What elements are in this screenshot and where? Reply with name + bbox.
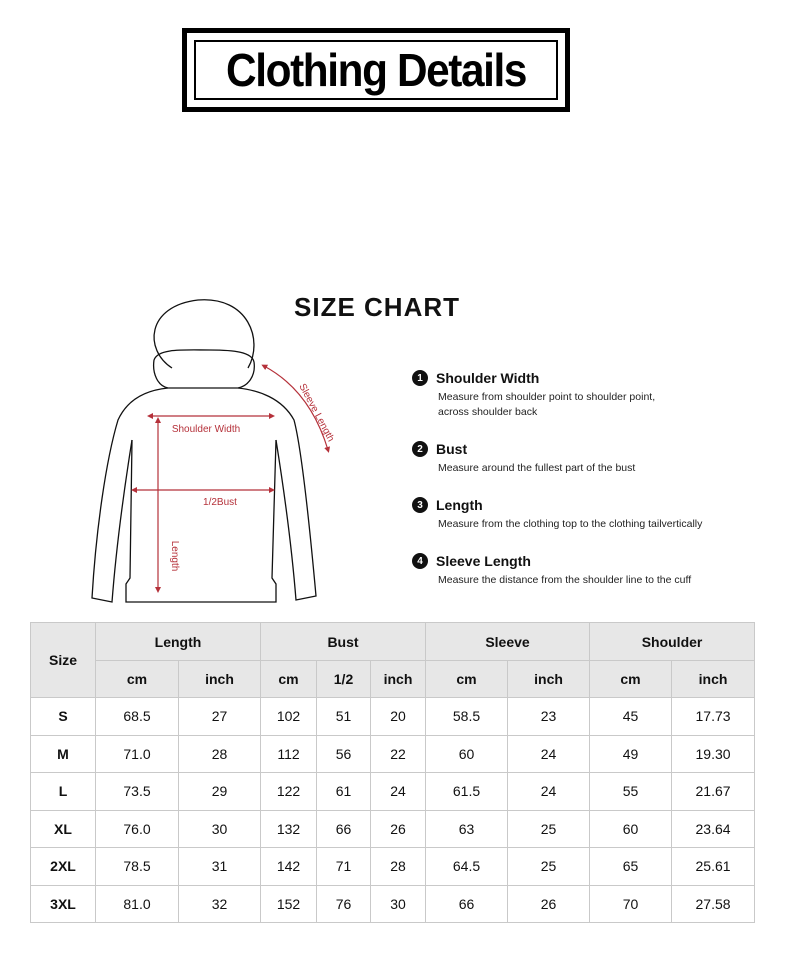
measure-desc-line: across shoulder back xyxy=(438,406,538,418)
size-cell: 2XL xyxy=(31,848,96,886)
measure-shoulder-width xyxy=(412,370,782,420)
header-banner xyxy=(182,28,570,112)
value-cell: 24 xyxy=(508,773,590,811)
number-badge: 1 xyxy=(412,370,428,386)
value-cell: 32 xyxy=(179,885,261,923)
length-label: Length xyxy=(169,540,180,572)
size-cell: M xyxy=(31,735,96,773)
measure-title: Sleeve Length xyxy=(436,553,531,569)
measure-title: Length xyxy=(436,497,483,513)
size-cell: L xyxy=(31,773,96,811)
sub-header: cm xyxy=(590,661,672,698)
sub-header: inch xyxy=(371,661,426,698)
value-cell: 78.5 xyxy=(96,848,179,886)
value-cell: 55 xyxy=(590,773,672,811)
table-row xyxy=(31,698,755,736)
value-cell: 73.5 xyxy=(96,773,179,811)
value-cell: 142 xyxy=(261,848,317,886)
value-cell: 28 xyxy=(371,848,426,886)
value-cell: 60 xyxy=(590,810,672,848)
measure-description xyxy=(438,517,782,532)
number-badge: 3 xyxy=(412,497,428,513)
header-inner-frame xyxy=(194,40,558,100)
group-header-length: Length xyxy=(96,623,261,661)
size-column-header: Size xyxy=(31,623,96,698)
value-cell: 25 xyxy=(508,810,590,848)
page-title: Clothing Details xyxy=(225,44,527,96)
value-cell: 58.5 xyxy=(426,698,508,736)
value-cell: 71 xyxy=(317,848,371,886)
measure-description xyxy=(438,573,782,588)
sub-header: 1/2 xyxy=(317,661,371,698)
value-cell: 21.67 xyxy=(672,773,755,811)
sub-header: inch xyxy=(672,661,755,698)
number-badge: 4 xyxy=(412,553,428,569)
group-header-shoulder: Shoulder xyxy=(590,623,755,661)
table-row xyxy=(31,810,755,848)
value-cell: 76.0 xyxy=(96,810,179,848)
value-cell: 17.73 xyxy=(672,698,755,736)
measure-desc-line: Measure from the clothing top to the clothing tailvertically xyxy=(438,518,703,530)
table-row xyxy=(31,848,755,886)
size-cell: XL xyxy=(31,810,96,848)
measure-length xyxy=(412,497,782,532)
measure-title: Shoulder Width xyxy=(436,370,540,386)
table-row xyxy=(31,773,755,811)
value-cell: 49 xyxy=(590,735,672,773)
measure-description xyxy=(438,461,782,476)
value-cell: 71.0 xyxy=(96,735,179,773)
value-cell: 64.5 xyxy=(426,848,508,886)
value-cell: 30 xyxy=(371,885,426,923)
sub-header: cm xyxy=(261,661,317,698)
hoodie-diagram xyxy=(88,290,358,610)
value-cell: 45 xyxy=(590,698,672,736)
value-cell: 26 xyxy=(508,885,590,923)
size-cell: 3XL xyxy=(31,885,96,923)
value-cell: 122 xyxy=(261,773,317,811)
value-cell: 61 xyxy=(317,773,371,811)
value-cell: 24 xyxy=(371,773,426,811)
sub-header: inch xyxy=(179,661,261,698)
group-header-sleeve: Sleeve xyxy=(426,623,590,661)
value-cell: 25 xyxy=(508,848,590,886)
measure-description xyxy=(438,390,782,420)
value-cell: 51 xyxy=(317,698,371,736)
sub-header: cm xyxy=(96,661,179,698)
shoulder-width-label: Shoulder Width xyxy=(171,424,241,435)
hoodie-outline xyxy=(92,300,316,602)
value-cell: 152 xyxy=(261,885,317,923)
sleeve-length-label: Sleeve Length xyxy=(296,382,337,444)
value-cell: 28 xyxy=(179,735,261,773)
value-cell: 24 xyxy=(508,735,590,773)
value-cell: 56 xyxy=(317,735,371,773)
value-cell: 27 xyxy=(179,698,261,736)
value-cell: 19.30 xyxy=(672,735,755,773)
value-cell: 30 xyxy=(179,810,261,848)
value-cell: 29 xyxy=(179,773,261,811)
value-cell: 66 xyxy=(317,810,371,848)
size-table-body xyxy=(31,698,755,923)
value-cell: 25.61 xyxy=(672,848,755,886)
value-cell: 70 xyxy=(590,885,672,923)
number-badge: 2 xyxy=(412,441,428,457)
value-cell: 68.5 xyxy=(96,698,179,736)
value-cell: 23.64 xyxy=(672,810,755,848)
table-row xyxy=(31,735,755,773)
value-cell: 65 xyxy=(590,848,672,886)
value-cell: 22 xyxy=(371,735,426,773)
bust-label: 1/2Bust xyxy=(203,497,237,508)
value-cell: 132 xyxy=(261,810,317,848)
value-cell: 102 xyxy=(261,698,317,736)
value-cell: 66 xyxy=(426,885,508,923)
measure-bust xyxy=(412,441,782,476)
measure-desc-line: Measure from shoulder point to shoulder point, xyxy=(438,391,656,403)
table-row xyxy=(31,885,755,923)
value-cell: 27.58 xyxy=(672,885,755,923)
measure-desc-line: Measure around the fullest part of the bust xyxy=(438,462,636,474)
group-header-bust: Bust xyxy=(261,623,426,661)
measure-title: Bust xyxy=(436,441,468,457)
measure-desc-line: Measure the distance from the shoulder line to the cuff xyxy=(438,574,692,586)
value-cell: 81.0 xyxy=(96,885,179,923)
value-cell: 23 xyxy=(508,698,590,736)
size-cell: S xyxy=(31,698,96,736)
value-cell: 26 xyxy=(371,810,426,848)
value-cell: 20 xyxy=(371,698,426,736)
value-cell: 76 xyxy=(317,885,371,923)
measure-sleeve-length xyxy=(412,553,782,588)
sub-header: cm xyxy=(426,661,508,698)
value-cell: 31 xyxy=(179,848,261,886)
value-cell: 60 xyxy=(426,735,508,773)
value-cell: 61.5 xyxy=(426,773,508,811)
sub-header: inch xyxy=(508,661,590,698)
value-cell: 112 xyxy=(261,735,317,773)
value-cell: 63 xyxy=(426,810,508,848)
size-table xyxy=(30,622,755,923)
size-chart-title: SIZE CHART xyxy=(294,292,460,322)
